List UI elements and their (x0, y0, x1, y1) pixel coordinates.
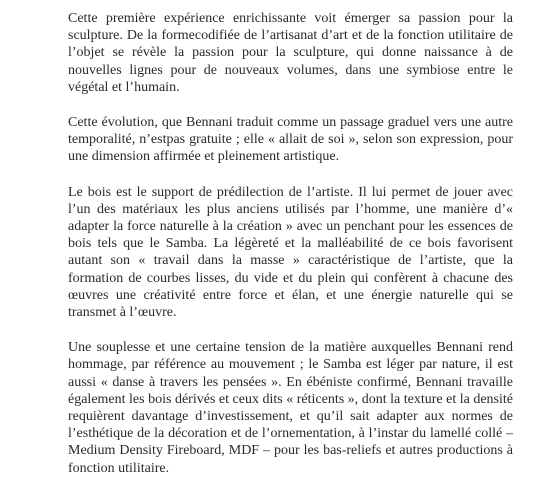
paragraph-wood-support: Le bois est le support de prédilection de l’artiste. Il lui permet de jouer avec l’un des matériaux les plus anciens utilisés par l’homme, une manière d’« adapter la force naturelle à la création » avec un penchant pour les essences de bois tels que le Samba. La légèreté et la malléabilité de ce bois favorisent autant son « travail dans la masse » caractéristique de l’artiste, que la formation de courbes lisses, du vide et du plein qui confèrent à chacune des œuvres une créativité entre force et élan, et une énergie naturelle qui se transmet à l’œuvre. (68, 184, 513, 321)
paragraph-temporality: Cette évolution, que Bennani traduit comme un passage graduel vers une autre temporalité, n’estpas gratuite ; elle « allait de soi », selon son expression, pour une dimension affirmée et pleinement artistique. (68, 115, 513, 165)
article-body (68, 10, 513, 495)
paragraph-suppleness: Une souplesse et une certaine tension de la matière auxquelles Bennani rend hommage, par référence au mouvement ; le Samba est léger par nature, il est aussi « danse à travers les pensées ». En ébéniste confirmé, Bennani travaille également les bois dérivés et ceux dits « réticents », dont la texture et la densité requièrent davantage d’investissement, et qu’il sait adapter aux normes de l’esthétique de la décoration et de l’ornementation, à l’instar du lamellé collé – Medium Density Fireboard, MDF – pour les bas-reliefs et autres productions à fonction utilitaire. (68, 340, 513, 476)
paragraph-sculpture-passion: Cette première expérience enrichissante voit émerger sa passion pour la sculpture. De la formecodifiée de l’artisanat d’art et de la fonction utilitaire de l’objet se révèle la passion pour la sculpture, qui donne naissance à de nouvelles lignes pour de nouveaux volumes, dans une symbiose entre le végétal et l’humain. (68, 11, 513, 95)
